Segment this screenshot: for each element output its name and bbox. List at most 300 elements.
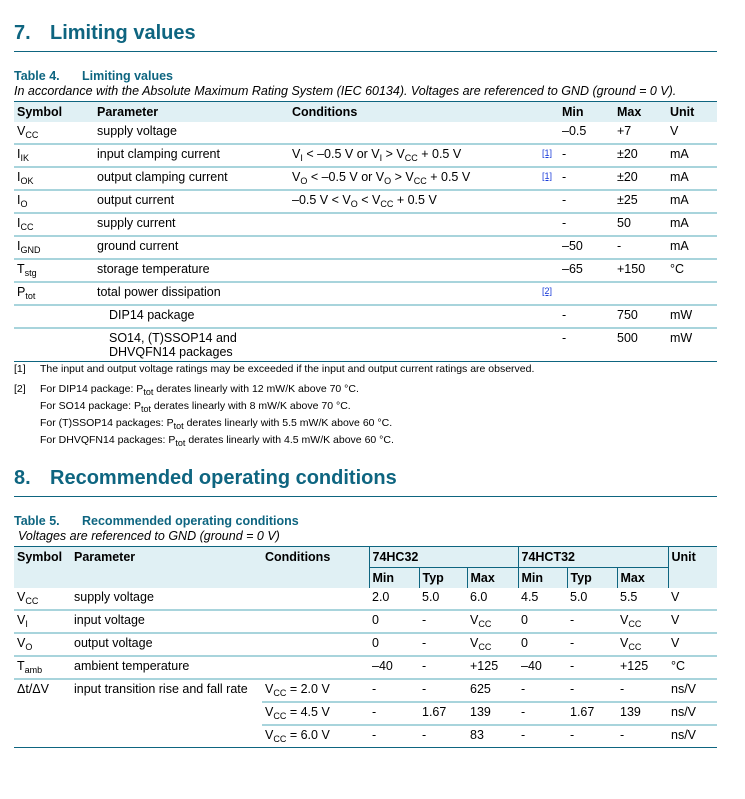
min-cell: - <box>559 144 614 167</box>
unit-cell <box>667 282 717 305</box>
text: 0 <box>521 636 528 650</box>
text: derates linearly with 5.5 mW/K above 60 °C. <box>183 417 393 429</box>
symbol-cell <box>14 122 94 144</box>
table-row <box>14 588 717 610</box>
text: = 4.5 V <box>286 705 330 719</box>
header-hc-typ: Typ <box>419 568 467 589</box>
table-row <box>14 144 717 167</box>
recommended-operating-conditions-table <box>14 546 717 748</box>
hc-typ-cell <box>419 679 467 702</box>
unit-cell: °C <box>668 656 717 679</box>
subscript: CC <box>478 642 492 652</box>
reference-cell <box>539 122 559 144</box>
text: 139 <box>470 705 491 719</box>
subscript: CC <box>628 642 642 652</box>
reference-cell <box>539 236 559 259</box>
symbol-cell <box>14 213 94 236</box>
text: V <box>620 613 629 627</box>
text: –40 <box>372 659 393 673</box>
hc-typ-cell <box>419 656 467 679</box>
subscript: CC <box>404 153 418 163</box>
table-5-subtitle: Voltages are referenced to GND (ground = 0 V) <box>18 529 280 543</box>
conditions-cell <box>289 305 539 328</box>
text: - <box>372 728 377 742</box>
header-hc-max: Max <box>467 568 518 589</box>
parameter-cell: input transition rise and fall rate <box>71 679 262 702</box>
symbol-cell <box>14 679 71 702</box>
max-cell: ±20 <box>614 144 667 167</box>
footnote-link[interactable]: [1] <box>542 148 553 158</box>
text: - <box>372 705 377 719</box>
header-conditions: Conditions <box>262 547 369 589</box>
text: V <box>292 147 301 161</box>
symbol-subscript: CC <box>25 130 39 140</box>
text: V <box>470 636 479 650</box>
text: = 2.0 V <box>286 682 330 696</box>
conditions-cell <box>262 679 369 702</box>
hct-max-cell <box>617 656 668 679</box>
reference-cell <box>539 305 559 328</box>
text: 5.5 <box>620 590 638 604</box>
unit-cell: V <box>671 590 680 604</box>
hct-typ-cell <box>567 633 617 656</box>
min-cell <box>559 282 614 305</box>
max-cell: - <box>614 236 667 259</box>
symbol-subscript: stg <box>24 268 37 278</box>
hct-min-cell <box>518 679 567 702</box>
unit-cell: °C <box>667 259 717 282</box>
symbol-base: T <box>17 659 25 673</box>
header-hct-max: Max <box>617 568 668 589</box>
symbol-base: V <box>17 590 26 604</box>
symbol-base: T <box>17 262 25 276</box>
table-row <box>14 236 717 259</box>
subscript: CC <box>380 199 394 209</box>
symbol-subscript: CC <box>20 222 34 232</box>
hc-max-cell <box>467 633 518 656</box>
hc-min-cell <box>369 702 419 725</box>
table-row <box>14 328 717 362</box>
text: V <box>470 613 479 627</box>
parameter-cell: storage temperature <box>94 259 289 282</box>
reference-cell <box>539 328 559 362</box>
table-row <box>14 633 717 656</box>
symbol-cell <box>14 725 71 748</box>
text: - <box>422 613 427 627</box>
max-cell: 750 <box>614 305 667 328</box>
subscript: CC <box>273 711 287 721</box>
limiting-values-table <box>14 101 717 362</box>
text: For SO14 package: P <box>40 400 141 412</box>
hct-typ-cell <box>567 725 617 748</box>
table-title: Limiting values <box>82 69 173 83</box>
unit-cell: mA <box>667 236 717 259</box>
hc-max-cell <box>467 588 518 610</box>
reference-cell <box>539 213 559 236</box>
conditions-cell <box>289 259 539 282</box>
table-row <box>14 725 717 748</box>
subscript: I <box>379 153 383 163</box>
text: derates linearly with 12 mW/K above 70 °C. <box>153 383 359 395</box>
conditions-cell <box>289 167 539 190</box>
subscript: CC <box>478 619 492 629</box>
note-line <box>14 381 534 398</box>
symbol-cell <box>14 190 94 213</box>
symbol-cell <box>14 259 94 282</box>
conditions-cell <box>289 213 539 236</box>
conditions-cell <box>262 610 369 633</box>
unit-cell: V <box>668 633 717 656</box>
footnote-link[interactable]: [2] <box>542 286 553 296</box>
header-hct-min: Min <box>518 568 567 589</box>
text: - <box>521 728 526 742</box>
hct-max-cell <box>617 610 668 633</box>
symbol-cell <box>14 588 71 610</box>
conditions-cell <box>262 588 369 610</box>
text: –40 <box>521 659 542 673</box>
symbol-base: Δt/ΔV <box>17 682 49 696</box>
parameter-cell: ground current <box>94 236 289 259</box>
hct-min-cell <box>518 656 567 679</box>
parameter-cell: output clamping current <box>94 167 289 190</box>
table-row <box>14 122 717 144</box>
hc-typ-cell <box>419 588 467 610</box>
symbol-cell <box>14 167 94 190</box>
subscript: tot <box>175 438 186 448</box>
table-row <box>14 702 717 725</box>
table-row <box>14 259 717 282</box>
text: The input and output voltage ratings may be exceeded if the input and output current ratings are observed. <box>40 363 535 375</box>
conditions-cell <box>289 328 539 362</box>
hct-typ-cell <box>567 610 617 633</box>
hct-typ-cell <box>567 679 617 702</box>
unit-cell: V <box>668 610 717 633</box>
max-cell: ±20 <box>614 167 667 190</box>
hct-min-cell <box>518 610 567 633</box>
subscript: I <box>300 153 303 163</box>
symbol-cell <box>14 328 94 362</box>
parameter-cell: supply voltage <box>74 590 154 604</box>
text: 4.5 <box>521 590 539 604</box>
header-unit: Unit <box>667 102 717 123</box>
text: - <box>422 728 427 742</box>
text: V <box>265 682 274 696</box>
text: derates linearly with 8 mW/K above 70 °C. <box>151 400 351 412</box>
hct-max-cell <box>617 588 668 610</box>
note-label: [1] <box>14 363 26 375</box>
symbol-cell <box>14 144 94 167</box>
min-cell: –65 <box>559 259 614 282</box>
unit-cell: mW <box>667 328 717 362</box>
symbol-cell <box>14 702 71 725</box>
text: > V <box>391 170 414 184</box>
note-line <box>14 432 534 449</box>
hc-max-cell <box>467 656 518 679</box>
text: 83 <box>470 728 484 742</box>
table-row <box>14 656 717 679</box>
subscript: O <box>350 199 358 209</box>
min-cell: - <box>559 190 614 213</box>
text: 0 <box>521 613 528 627</box>
header-symbol: Symbol <box>14 547 71 589</box>
symbol-cell <box>14 236 94 259</box>
header-74hc32: 74HC32 <box>369 547 518 568</box>
symbol-subscript: IK <box>20 153 29 163</box>
text: - <box>620 682 625 696</box>
symbol-base: I <box>17 216 21 230</box>
conditions-cell <box>289 282 539 305</box>
hc-typ-cell <box>419 725 467 748</box>
hct-min-cell <box>518 725 567 748</box>
table-row <box>14 679 717 702</box>
hc-typ-cell <box>419 633 467 656</box>
conditions-cell <box>289 236 539 259</box>
text: - <box>422 636 427 650</box>
parameter-cell: output current <box>94 190 289 213</box>
note-label: [2] <box>14 383 26 395</box>
text: > V <box>382 147 405 161</box>
table-notes <box>14 361 534 449</box>
hct-max-cell <box>617 702 668 725</box>
text: - <box>620 728 625 742</box>
symbol-subscript: OK <box>20 176 34 186</box>
header-conditions: Conditions <box>289 102 539 123</box>
table-row <box>14 167 717 190</box>
text: 139 <box>620 705 641 719</box>
table-5-caption <box>14 514 299 528</box>
conditions-cell <box>262 725 369 748</box>
parameter-cell: DIP14 package <box>94 305 289 328</box>
text: - <box>570 636 575 650</box>
unit-cell: V <box>670 124 679 138</box>
note-line <box>14 361 534 378</box>
hct-max-cell <box>617 725 668 748</box>
text: V <box>265 728 274 742</box>
unit-cell: ns/V <box>668 679 717 702</box>
table-header-row <box>14 102 717 123</box>
symbol-base: P <box>17 285 26 299</box>
section-title: Recommended operating conditions <box>50 467 397 489</box>
section-8-heading <box>14 467 717 497</box>
footnote-link[interactable]: [1] <box>542 171 553 181</box>
unit-cell: mA <box>667 144 717 167</box>
table-row <box>14 190 717 213</box>
text: + 0.5 V <box>393 193 437 207</box>
text: - <box>521 705 526 719</box>
header-min: Min <box>559 102 614 123</box>
unit-cell: mA <box>667 213 717 236</box>
text: For DHVQFN14 packages: P <box>40 434 176 446</box>
text: + 0.5 V <box>426 170 471 184</box>
header-parameter: Parameter <box>71 547 262 589</box>
text: - <box>372 682 377 696</box>
note-line <box>14 415 534 432</box>
symbol-subscript: GND <box>20 245 41 255</box>
table-4-caption <box>14 69 173 83</box>
text: - <box>570 728 575 742</box>
hc-min-cell <box>369 633 419 656</box>
symbol-base: V <box>17 636 26 650</box>
hc-max-cell <box>467 679 518 702</box>
text: 1.67 <box>422 705 447 719</box>
text: V <box>292 170 301 184</box>
symbol-subscript: CC <box>25 596 39 606</box>
subscript: CC <box>273 734 287 744</box>
text: 6.0 <box>470 590 488 604</box>
parameter-cell: output voltage <box>71 633 262 656</box>
symbol-cell <box>14 282 94 305</box>
parameter-cell: input voltage <box>71 610 262 633</box>
symbol-base: I <box>17 239 21 253</box>
hc-max-cell <box>467 610 518 633</box>
text: - <box>570 682 575 696</box>
header-unit: Unit <box>668 547 717 589</box>
text: 0 <box>372 613 379 627</box>
subscript: tot <box>143 387 154 397</box>
reference-cell <box>539 259 559 282</box>
subscript: CC <box>628 619 642 629</box>
max-cell: ±25 <box>614 190 667 213</box>
reference-cell <box>539 167 559 190</box>
symbol-cell <box>14 656 71 679</box>
parameter-cell <box>71 725 262 748</box>
min-cell: - <box>559 167 614 190</box>
text: 5.0 <box>570 590 588 604</box>
conditions-cell <box>262 702 369 725</box>
parameter-cell <box>71 702 262 725</box>
table-row <box>14 213 717 236</box>
text: - <box>422 659 427 673</box>
unit-cell: ns/V <box>668 702 717 725</box>
subscript: CC <box>413 176 427 186</box>
header-hc-min: Min <box>369 568 419 589</box>
symbol-base: V <box>17 124 26 138</box>
symbol-cell <box>14 610 71 633</box>
text: + 0.5 V <box>417 147 462 161</box>
hc-max-cell <box>467 725 518 748</box>
conditions-cell <box>289 190 539 213</box>
header-hct-typ: Typ <box>567 568 617 589</box>
text: 1.67 <box>570 705 595 719</box>
unit-cell: mA <box>667 167 717 190</box>
hc-typ-cell <box>419 610 467 633</box>
symbol-base: I <box>17 147 21 161</box>
hc-typ-cell <box>419 702 467 725</box>
symbol-subscript: amb <box>24 665 43 675</box>
max-cell: +7 <box>617 124 632 138</box>
subscript: O <box>300 176 308 186</box>
text: < V <box>357 193 381 207</box>
section-7-heading <box>14 22 717 52</box>
text: derates linearly with 4.5 mW/K above 60 °C. <box>185 434 394 446</box>
table-title: Recommended operating conditions <box>82 514 299 528</box>
reference-cell <box>539 144 559 167</box>
text: For (T)SSOP14 packages: P <box>40 417 174 429</box>
reference-cell <box>539 190 559 213</box>
min-cell: - <box>559 305 614 328</box>
table-row <box>14 305 717 328</box>
text: - <box>422 682 427 696</box>
text: - <box>521 682 526 696</box>
hc-min-cell <box>369 610 419 633</box>
text: V <box>620 636 629 650</box>
reference-cell <box>539 282 559 305</box>
text: 625 <box>470 682 491 696</box>
subscript: tot <box>173 421 184 431</box>
hct-max-cell <box>617 679 668 702</box>
header-parameter: Parameter <box>94 102 289 123</box>
subscript: CC <box>273 688 287 698</box>
symbol-cell <box>14 633 71 656</box>
section-number: 8. <box>14 467 31 489</box>
table-label: Table 5. <box>14 514 60 528</box>
parameter-cell: ambient temperature <box>71 656 262 679</box>
hct-min-cell <box>518 588 567 610</box>
section-title: Limiting values <box>50 22 196 44</box>
max-cell: 500 <box>614 328 667 362</box>
table-row <box>14 282 717 305</box>
text: < –0.5 V or V <box>307 170 385 184</box>
hc-min-cell <box>369 588 419 610</box>
symbol-subscript: O <box>20 199 28 209</box>
parameter-cell: input clamping current <box>94 144 289 167</box>
conditions-cell <box>262 633 369 656</box>
table-4-subtitle: In accordance with the Absolute Maximum Rating System (IEC 60134). Voltages are referenced to GND (ground = 0 V). <box>14 84 677 98</box>
hct-min-cell <box>518 702 567 725</box>
symbol-base: V <box>17 613 26 627</box>
hct-max-cell <box>617 633 668 656</box>
hc-min-cell <box>369 725 419 748</box>
text: = 6.0 V <box>286 728 330 742</box>
symbol-subscript: tot <box>25 291 36 301</box>
min-cell: –0.5 <box>562 124 587 138</box>
text: 5.0 <box>422 590 440 604</box>
table-header-row <box>14 547 717 568</box>
symbol-base: I <box>17 170 21 184</box>
header-74hct32: 74HCT32 <box>518 547 668 568</box>
conditions-cell <box>262 656 369 679</box>
min-cell: –50 <box>559 236 614 259</box>
parameter-cell: supply voltage <box>97 124 177 138</box>
hc-min-cell <box>369 679 419 702</box>
conditions-cell <box>289 122 539 144</box>
hct-typ-cell <box>567 656 617 679</box>
max-cell: +150 <box>614 259 667 282</box>
text: < –0.5 V or V <box>302 147 380 161</box>
min-cell: - <box>559 328 614 362</box>
symbol-cell <box>14 305 94 328</box>
symbol-subscript: I <box>25 619 28 629</box>
symbol-subscript: O <box>25 642 33 652</box>
table-row <box>14 610 717 633</box>
subscript: tot <box>140 404 151 414</box>
text: - <box>570 659 575 673</box>
parameter-cell: total power dissipation <box>94 282 289 305</box>
text: 0 <box>372 636 379 650</box>
hc-min-cell <box>369 656 419 679</box>
note-line <box>14 398 534 415</box>
hct-typ-cell <box>567 588 617 610</box>
text: 2.0 <box>372 590 390 604</box>
section-number: 7. <box>14 22 31 44</box>
symbol-base: I <box>17 193 21 207</box>
min-cell: - <box>559 213 614 236</box>
conditions-cell <box>289 144 539 167</box>
parameter-cell: SO14, (T)SSOP14 and DHVQFN14 packages <box>94 328 289 362</box>
unit-cell: mW <box>667 305 717 328</box>
parameter-cell: supply current <box>94 213 289 236</box>
text: –0.5 V < V <box>292 193 351 207</box>
